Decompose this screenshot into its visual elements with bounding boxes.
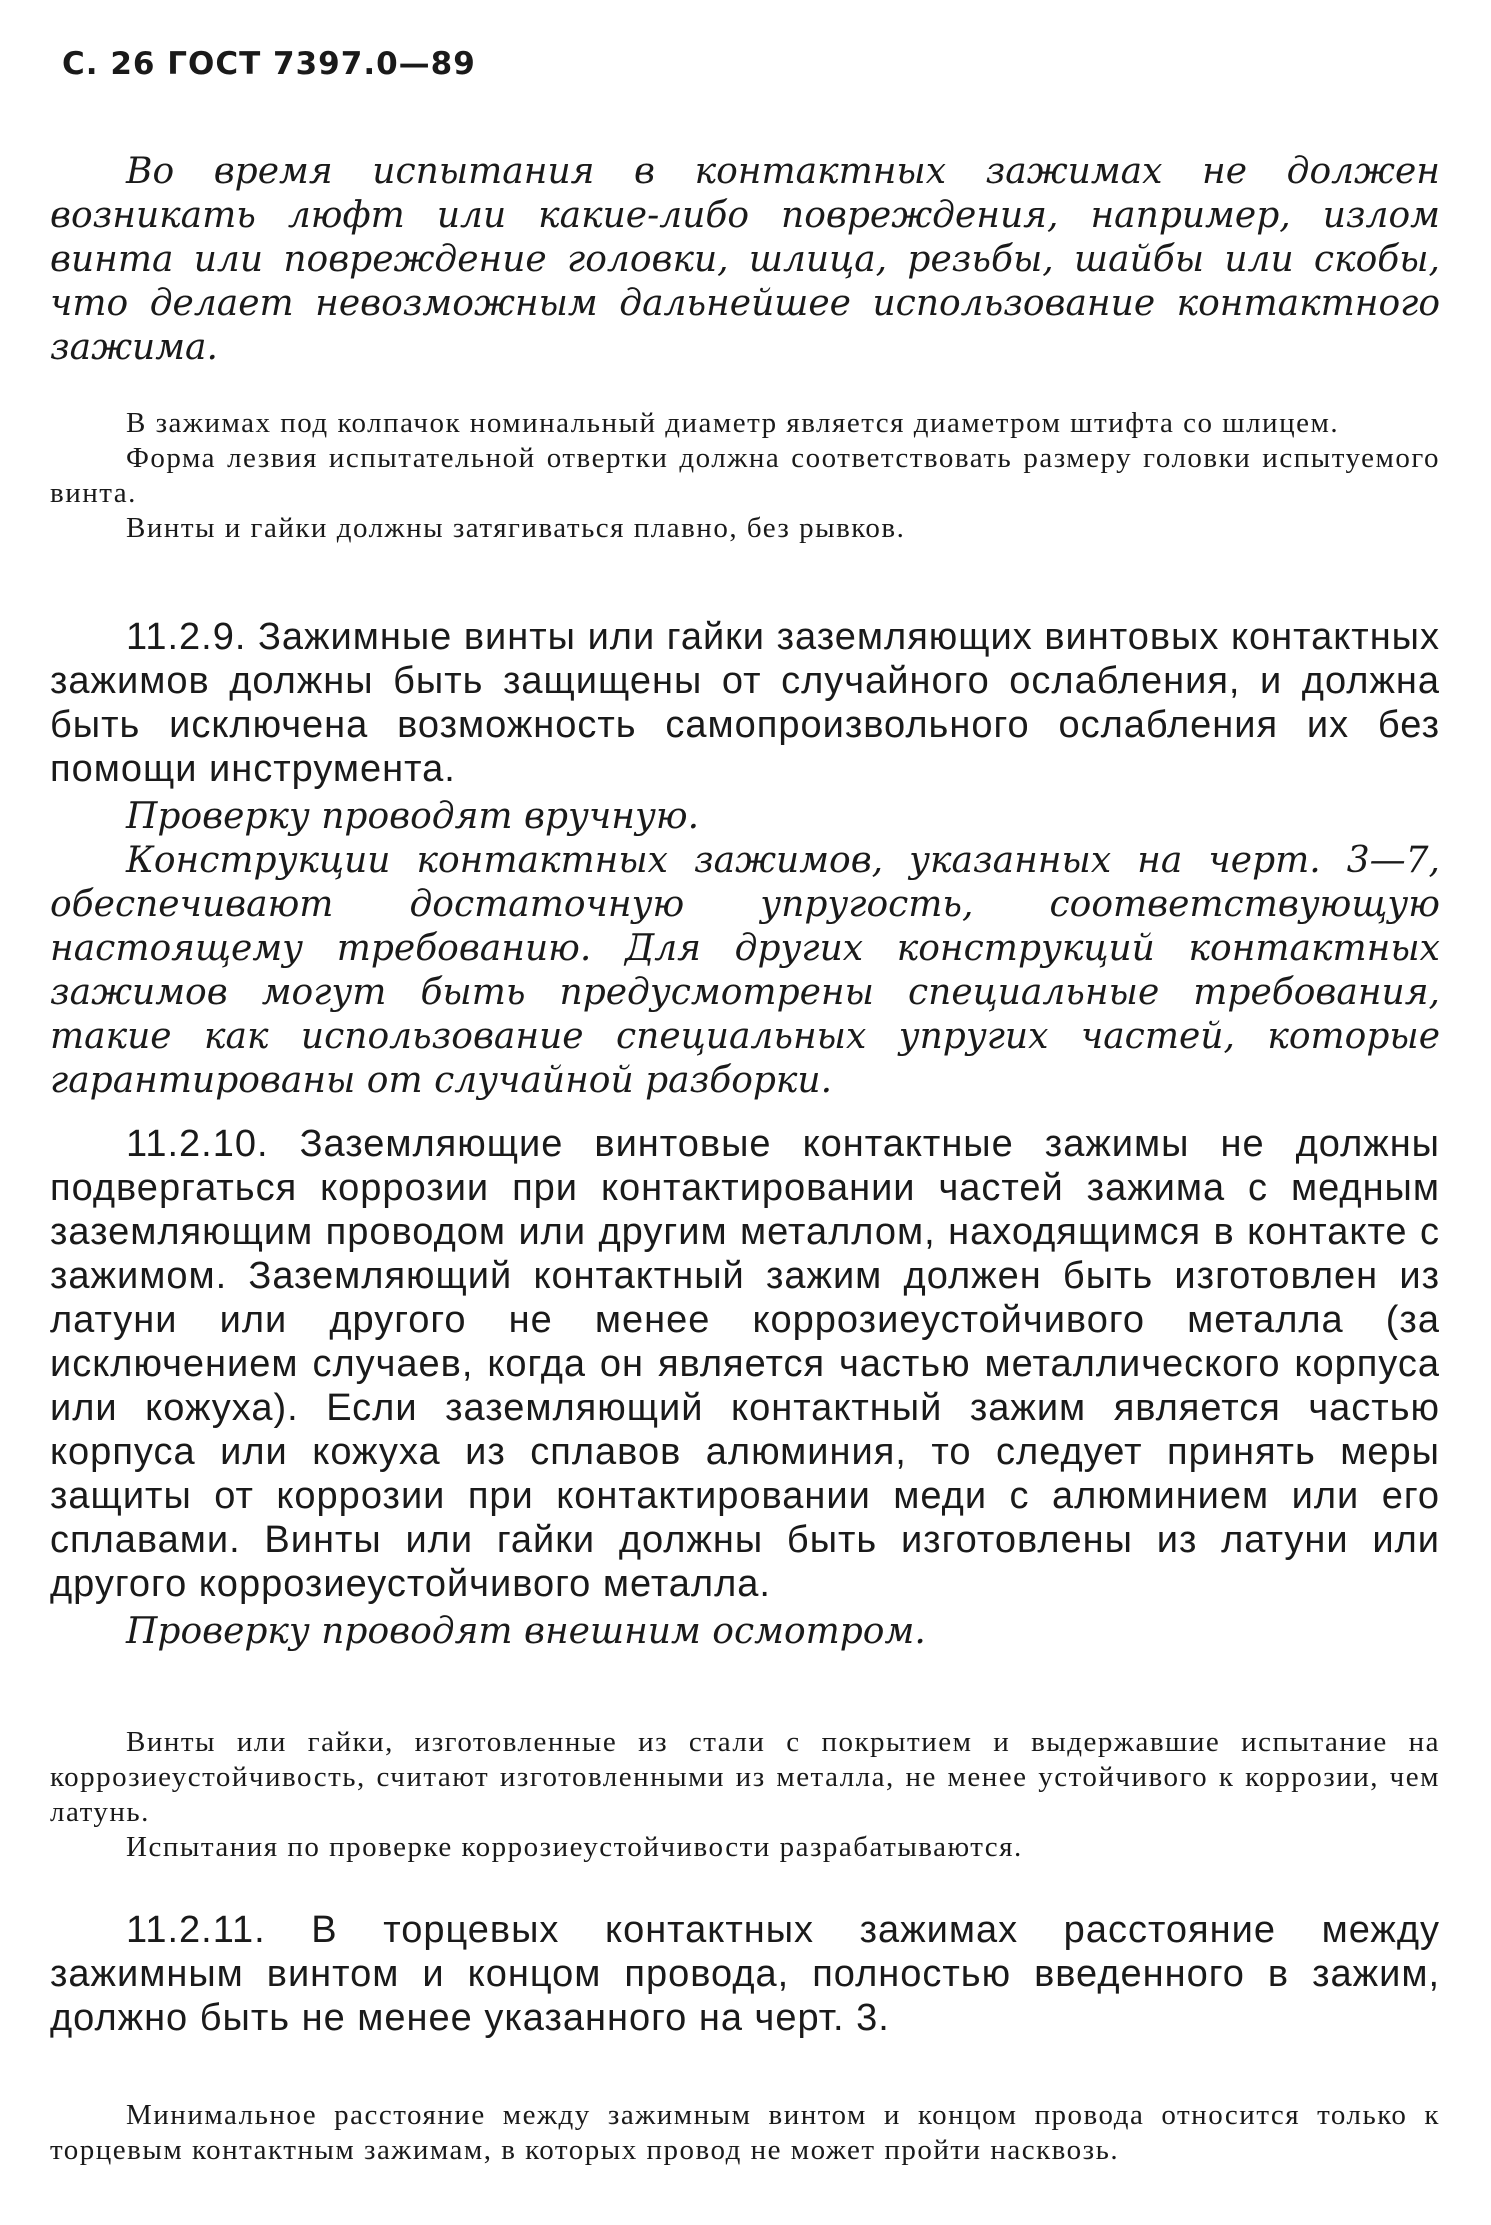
section-11-2-9-design: Конструкции контактных зажимов, указанных на черт. 3—7, обеспечивают достаточную упругость, соответствующую настоящему требованию. Для других конструкций контактных зажимов могут быть предусмотрены специальные требования, такие как использование специальных упругих частей, которые гарантированы от случайной разборки.: [50, 840, 1440, 1101]
notes-block-3: [50, 2098, 1440, 2168]
section-11-2-10-text: 11.2.10. Заземляющие винтовые контактные зажимы не должны подвергаться коррозии при контактировании частей зажима с медным заземляющим проводом или другим металлом, находящимся в контакте с зажимом. Заземляющий контактный зажим должен быть изготовлен из латуни или другого не менее коррозиеустойчивого металла (за исключением случаев, когда он является частью металлического корпуса или кожуха). Если заземляющий контактный зажим является частью корпуса или кожуха из сплавов алюминия, то следует принять меры защиты от коррозии при контактировании меди с алюминием или его сплавами. Винты или гайки должны быть изготовлены из латуни или другого коррозиеустойчивого металла.: [50, 1123, 1440, 1605]
section-11-2-11-text: 11.2.11. В торцевых контактных зажимах расстояние между зажимным винтом и концом провода, полностью введенного в зажим, должно быть не менее указанного на черт. 3.: [50, 1909, 1440, 2039]
note-screwdriver-blade: Форма лезвия испытательной отвертки должна соответствовать размеру головки испытуемого винта.: [50, 442, 1440, 509]
page-header: С. 26 ГОСТ 7397.0—89: [62, 46, 476, 82]
test-requirement-block: [50, 150, 1440, 370]
notes-block-2: [50, 1725, 1440, 1865]
section-11-2-11: [50, 1908, 1440, 2040]
note-steel-screws: Винты или гайки, изготовленные из стали с покрытием и выдержавшие испытание на коррозиеустойчивость, считают изготовленными из металла, не менее устойчивого к коррозии, чем латунь.: [50, 1726, 1440, 1828]
test-requirement-paragraph: Во время испытания в контактных зажимах не должен возникать люфт или какие-либо повреждения, например, излом винта или повреждение головки, шлица, резьбы, шайбы или скобы, что делает невозможным дальнейшее использование контактного зажима.: [50, 151, 1440, 368]
section-11-2-9-check: Проверку проводят вручную.: [126, 796, 700, 837]
section-11-2-9: [50, 615, 1440, 1103]
note-tightening: Винты и гайки должны затягиваться плавно, без рывков.: [126, 512, 906, 544]
section-11-2-10: [50, 1122, 1440, 1654]
note-cap-terminals: В зажимах под колпачок номинальный диаметр является диаметром штифта со шлицем.: [126, 407, 1340, 439]
note-minimum-distance: Минимальное расстояние между зажимным винтом и концом провода относится только к торцевым контактным зажимам, в которых провод не может пройти насквозь.: [50, 2099, 1440, 2166]
section-11-2-10-check: Проверку проводят внешним осмотром.: [126, 1611, 926, 1652]
section-11-2-9-text: 11.2.9. Зажимные винты или гайки заземляющих винтовых контактных зажимов должны быть защищены от случайного ослабления, и должна быть исключена возможность самопроизвольного ослабления их без помощи инструмента.: [50, 616, 1440, 790]
note-corrosion-tests: Испытания по проверке коррозиеустойчивости разрабатываются.: [126, 1831, 1023, 1863]
notes-block-1: [50, 406, 1440, 546]
